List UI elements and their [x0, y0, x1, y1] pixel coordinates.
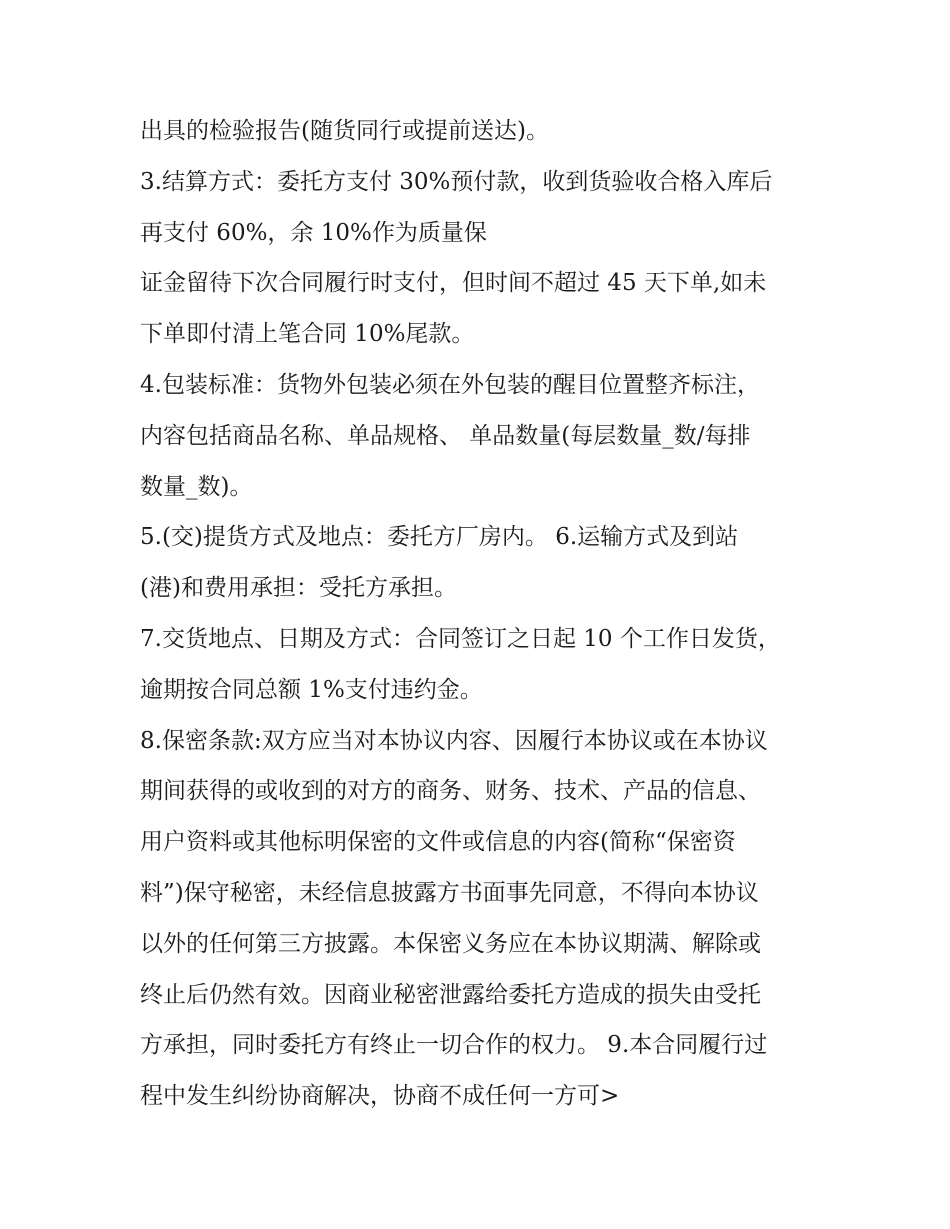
text-line: (港)和费用承担：受托方承担。 [140, 575, 457, 602]
text-line: 期间获得的或收到的对方的商务、财务、技术、产品的信息、 [140, 778, 761, 805]
text-line: 逾期按合同总额 1%支付违约金。 [140, 676, 483, 703]
text-line: 证金留待下次合同履行时支付，但时间不超过 45 天下单,如未 [140, 270, 767, 297]
text-line: 用户资料或其他标明保密的文件或信息的内容(简称“保密资 [140, 829, 736, 856]
text-line: 数量_数)。 [140, 473, 253, 500]
text-line: 内容包括商品名称、单品规格、 单品数量(每层数量_数/每排 [140, 422, 751, 449]
text-line: 以外的任何第三方披露。本保密义务应在本协议期满、解除或 [140, 930, 761, 957]
text-line: 再支付 60%，余 10%作为质量保 [140, 219, 487, 246]
text-line: 程中发生纠纷协商解决，协商不成任何一方可> [140, 1083, 620, 1110]
text-line: 5.(交)提货方式及地点：委托方厂房内。 6.运输方式及到站 [140, 524, 739, 551]
text-line: 终止后仍然有效。因商业秘密泄露给委托方造成的损失由受托 [140, 981, 761, 1008]
text-line: 料”)保守秘密，未经信息披露方书面事先同意，不得向本协议 [140, 879, 759, 906]
text-line: 出具的检验报告(随货同行或提前送达)。 [140, 118, 549, 144]
text-line: 下单即付清上笔合同 10%尾款。 [140, 321, 475, 348]
text-line: 8.保密条款:双方应当对本协议内容、因履行本协议或在本协议 [140, 727, 768, 754]
text-line: 方承担，同时委托方有终止一切合作的权力。 9.本合同履行过 [140, 1032, 768, 1059]
contract-text-block [140, 106, 840, 1122]
text-line: 4.包装标准：货物外包装必须在外包装的醒目位置整齐标注， [140, 371, 760, 398]
text-line: 3.结算方式：委托方支付 30%预付款，收到货验收合格入库后 [140, 168, 773, 195]
text-line: 7.交货地点、日期及方式：合同签订之日起 10 个工作日发货， [140, 625, 781, 652]
